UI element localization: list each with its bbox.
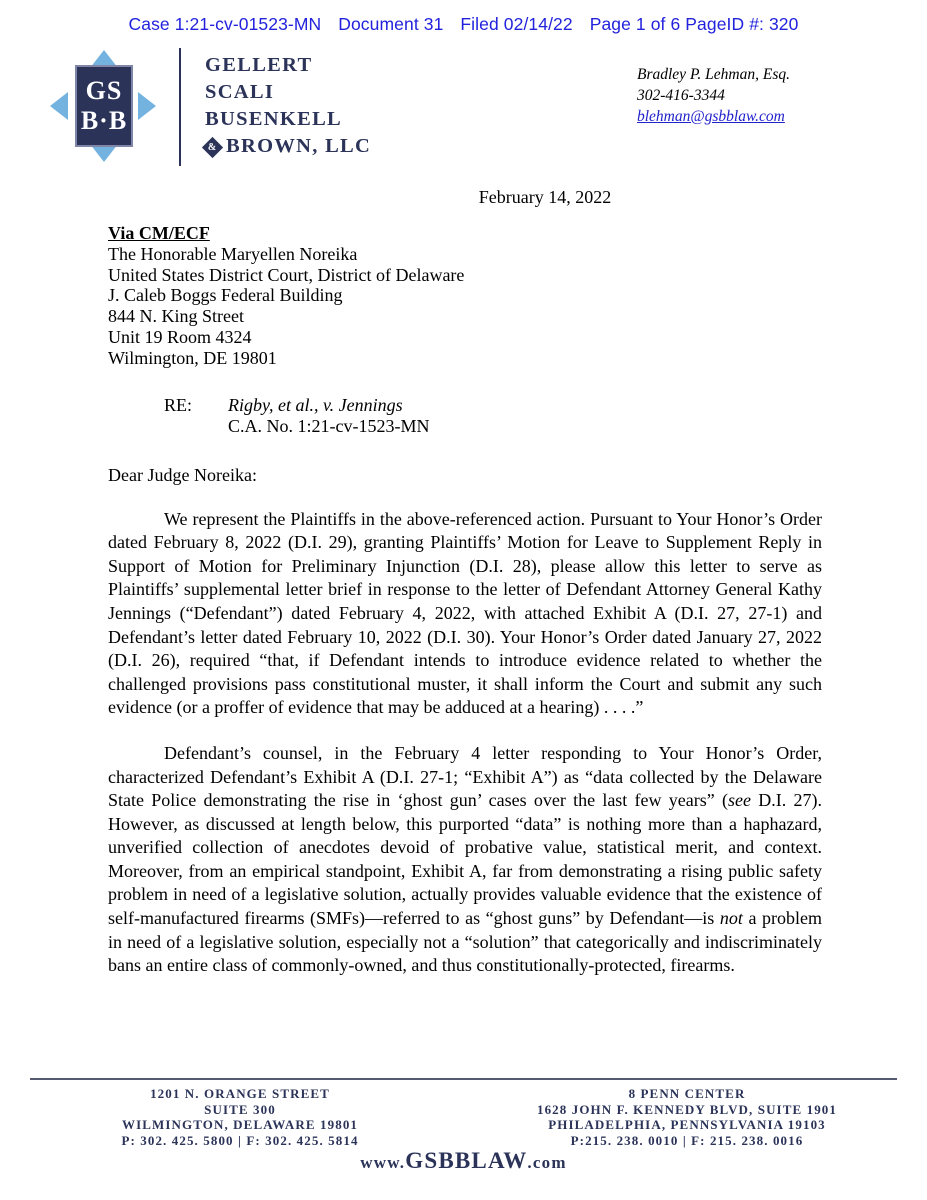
footer-line: PHILADELPHIA, PENNSYLVANIA 19103: [548, 1117, 826, 1132]
logo-triangle-right-icon: [138, 92, 156, 120]
firm-name-line-1: GELLERT: [205, 54, 313, 76]
recipient-line: J. Caleb Boggs Federal Building: [108, 285, 343, 306]
footer-line: P: 302. 425. 5800 | F: 302. 425. 5814: [121, 1132, 359, 1148]
body-paragraph-2: [108, 742, 822, 978]
salutation: Dear Judge Noreika:: [108, 464, 257, 485]
paragraph-1-text: We represent the Plaintiffs in the above-referenced action. Pursuant to Your Honor’s Order dated February 8, 2022 (D.I. 29), granting Plaintiffs’ Motion for Leave to Supplement Reply in Support of Motion for Preliminary Injunction (D.I. 28), please allow this letter to serve as Plaintiffs’ supplemental letter brief in response to the letter of Defendant Attorney General Kathy Jennings (“Defendant”) dated February 4, 2022, with attached Exhibit A (D.I. 27, 27-1) and Defendant’s letter dated February 10, 2022 (D.I. 30). Your Honor’s Order dated January 27, 2022 (D.I. 26), required “that, if Defendant intends to introduce evidence related to whether the challenged provisions pass constitutional muster, it shall inform the Court and submit any such evidence (or a proffer of evidence that may be adduced at a hearing) . . . .”: [108, 508, 822, 718]
letter-date: February 14, 2022: [478, 187, 612, 207]
recipient-address-block: [108, 223, 822, 369]
firm-name-line-4: [205, 133, 371, 160]
footer-office-philadelphia: [477, 1086, 897, 1148]
delivery-method: Via CM/ECF: [108, 223, 210, 243]
footer-line: SUITE 300: [204, 1101, 276, 1117]
body-paragraph-1: [108, 508, 822, 720]
paragraph-2-italic-not: not: [719, 908, 743, 929]
website-prefix: www.: [360, 1153, 406, 1172]
ecf-header-stamp: [0, 14, 927, 35]
footer: [30, 1086, 897, 1148]
firm-name: [205, 52, 371, 160]
ecf-case-number: Case 1:21-cv-01523-MN: [128, 14, 322, 34]
footer-line: 1201 N. ORANGE STREET: [150, 1086, 330, 1101]
re-case-number: C.A. No. 1:21-cv-1523-MN: [228, 415, 430, 436]
logo-line-1: GS: [85, 76, 123, 105]
recipient-line: 844 N. King Street: [108, 306, 244, 327]
attorney-email-link[interactable]: blehman@gsbblaw.com: [637, 108, 785, 125]
attorney-contact-block: [637, 64, 790, 127]
recipient-line: The Honorable Maryellen Noreika: [108, 243, 358, 264]
ampersand-badge-icon: &: [202, 137, 223, 158]
ecf-filed-date: Filed 02/14/22: [460, 14, 573, 34]
gsbb-logo-icon: [60, 60, 146, 152]
logo-line-2: B·B: [80, 106, 128, 135]
website-domain: GSBBLAW: [405, 1148, 528, 1173]
footer-divider: [30, 1078, 897, 1080]
logo-square: [75, 65, 133, 147]
footer-line: 8 PENN CENTER: [628, 1086, 746, 1101]
footer-line: 1628 JOHN F. KENNEDY BLVD, SUITE 1901: [536, 1101, 838, 1117]
firm-logo: [42, 50, 164, 162]
ecf-document-number: Document 31: [338, 14, 444, 34]
paragraph-2-text-a: Defendant’s counsel, in the February 4 letter responding to Your Honor’s Order, characterized Defendant’s Exhibit A (D.I. 27-1; “Exhibit A”) as “data collected by the Delaware State Police demonstrating the rise in ‘ghost gun’ cases over the last few years” (: [108, 742, 822, 811]
paragraph-2-italic-see: see: [728, 790, 751, 811]
letterhead: [42, 48, 887, 166]
recipient-line: United States District Court, District of Delaware: [108, 264, 465, 285]
firm-name-brown: BROWN, LLC: [226, 135, 372, 157]
logo-triangle-left-icon: [50, 92, 68, 120]
re-case-name: Rigby, et al., v. Jennings: [228, 394, 403, 415]
re-content: [228, 395, 429, 437]
footer-website[interactable]: [0, 1148, 927, 1174]
recipient-line: Wilmington, DE 19801: [108, 347, 277, 368]
ecf-page-number: Page 1 of 6 PageID #: 320: [589, 14, 799, 34]
letter-body: [108, 185, 822, 978]
attorney-name: Bradley P. Lehman, Esq.: [637, 66, 790, 83]
recipient-line: Unit 19 Room 4324: [108, 326, 252, 347]
paragraph-2-text-b: D.I. 27). However, as discussed at length below, this purported “data” is nothing more than a haphazard, unverified collection of anecdotes devoid of probative value, statistical merit, and context. Moreover, from an empirical standpoint, Exhibit A, far from demonstrating a rising public safety problem in need of a legislative solution, actually provides valuable evidence that the existence of self-manufactured firearms (SMFs)—referred to as “ghost guns” by Defendant—is: [108, 790, 822, 929]
footer-line: WILMINGTON, DELAWARE 19801: [121, 1117, 359, 1132]
re-label: RE:: [164, 394, 193, 415]
attorney-phone: 302-416-3344: [637, 87, 725, 104]
re-line: [164, 395, 822, 437]
footer-line: P:215. 238. 0010 | F: 215. 238. 0016: [570, 1132, 804, 1148]
firm-name-line-2: SCALI: [205, 81, 275, 103]
footer-office-wilmington: [30, 1086, 450, 1148]
letterhead-divider: [179, 48, 181, 166]
firm-name-line-3: BUSENKELL: [205, 108, 343, 130]
paragraph-2-text-c: a problem in need of a legislative solution, especially not a “solution” that categorically and indiscriminately bans an entire class of commonly-owned, and thus constitutionally-protected, firearms.: [108, 908, 822, 976]
website-suffix: .com: [527, 1153, 567, 1172]
